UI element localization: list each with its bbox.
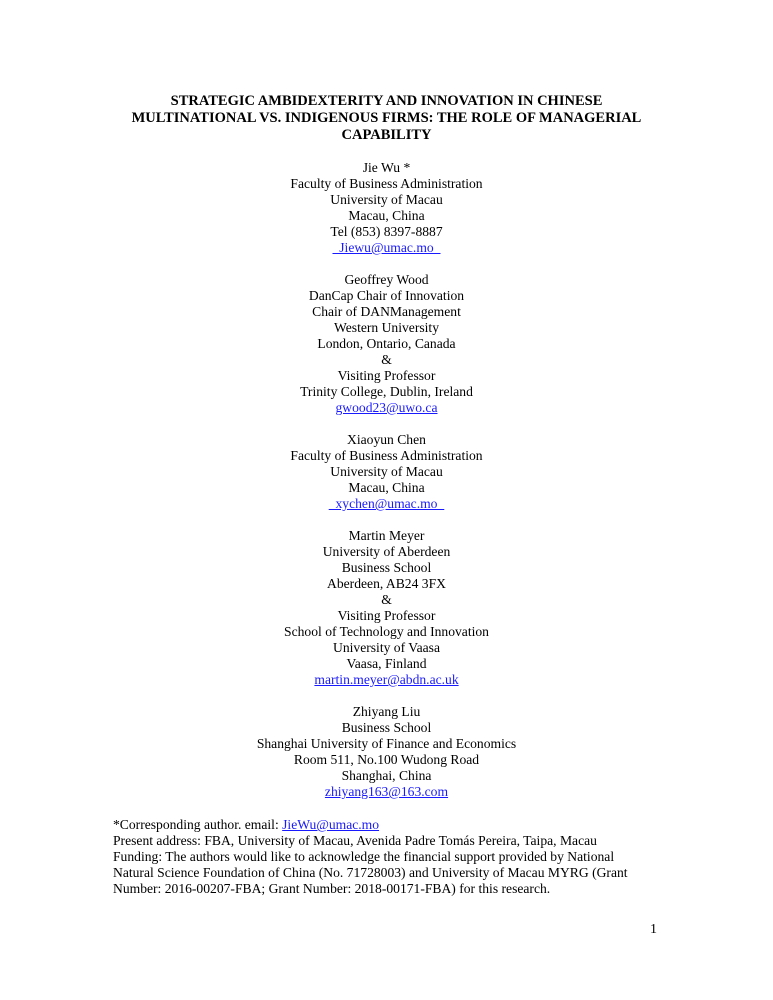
present-address: Present address: FBA, University of Macau, Avenida Padre Tomás Pereira, Taipa, Macau <box>113 833 597 848</box>
author-affiliation: University of Vaasa <box>333 640 440 655</box>
author-email-link[interactable]: Jiewu@umac.mo <box>332 240 441 255</box>
author-name: Martin Meyer <box>348 528 425 543</box>
author-phone: Tel (853) 8397-8887 <box>330 224 443 239</box>
author-affiliation: University of Macau <box>330 192 443 207</box>
author-affiliation: Trinity College, Dublin, Ireland <box>300 384 473 399</box>
author-email-link[interactable]: zhiyang163@163.com <box>324 784 449 799</box>
footnote-section <box>113 817 673 897</box>
author-block <box>0 272 773 416</box>
author-location: London, Ontario, Canada <box>317 336 456 351</box>
title-line: CAPABILITY <box>341 127 432 143</box>
author-affiliation: School of Technology and Innovation <box>284 624 489 639</box>
funding-line: Natural Science Foundation of China (No. 71728003) and University of Macau MYRG (Grant <box>113 865 628 880</box>
author-affiliation: University of Macau <box>330 464 443 479</box>
funding-line: Funding: The authors would like to acknowledge the financial support provided by National <box>113 849 615 864</box>
author-list <box>0 160 773 816</box>
paper-title <box>100 93 673 144</box>
author-affiliation: University of Aberdeen <box>322 544 451 559</box>
author-affiliation: Shanghai University of Finance and Economics <box>256 736 517 751</box>
page-number: 1 <box>650 922 657 937</box>
author-location: Aberdeen, AB24 3FX <box>327 576 446 591</box>
author-block <box>0 432 773 512</box>
funding-line: Number: 2016-00207-FBA; Grant Number: 2018-00171-FBA) for this research. <box>113 881 551 896</box>
author-block <box>0 528 773 688</box>
author-affiliation: Chair of DANManagement <box>312 304 461 319</box>
author-location: Macau, China <box>348 208 425 223</box>
corresponding-email-link[interactable]: JieWu@umac.mo <box>282 817 380 832</box>
ampersand: & <box>381 592 392 607</box>
author-location: Vaasa, Finland <box>346 656 427 671</box>
author-affiliation: Visiting Professor <box>337 608 436 623</box>
author-email-link[interactable]: xychen@umac.mo <box>328 496 445 511</box>
author-name: Geoffrey Wood <box>344 272 429 287</box>
author-affiliation: Faculty of Business Administration <box>290 176 483 191</box>
author-affiliation: Faculty of Business Administration <box>290 448 483 463</box>
title-line: STRATEGIC AMBIDEXTERITY AND INNOVATION IN CHINESE <box>170 93 603 109</box>
author-name: Jie Wu * <box>362 160 411 175</box>
author-affiliation: DanCap Chair of Innovation <box>308 288 465 303</box>
ampersand: & <box>381 352 392 367</box>
author-address: Room 511, No.100 Wudong Road <box>293 752 480 767</box>
author-email-link[interactable]: martin.meyer@abdn.ac.uk <box>314 672 459 687</box>
author-email-link[interactable]: gwood23@uwo.ca <box>335 400 438 415</box>
author-affiliation: Western University <box>334 320 439 335</box>
author-block <box>0 704 773 800</box>
author-location: Macau, China <box>348 480 425 495</box>
author-location: Shanghai, China <box>341 768 432 783</box>
author-block <box>0 160 773 256</box>
author-affiliation: Business School <box>341 720 432 735</box>
author-name: Zhiyang Liu <box>352 704 421 719</box>
title-line: MULTINATIONAL VS. INDIGENOUS FIRMS: THE ROLE OF MANAGERIAL <box>131 110 642 126</box>
corresponding-label: *Corresponding author. email: <box>113 817 283 832</box>
author-affiliation: Business School <box>341 560 432 575</box>
author-name: Xiaoyun Chen <box>347 432 426 447</box>
author-affiliation: Visiting Professor <box>337 368 436 383</box>
corresponding-author-note <box>113 817 673 833</box>
